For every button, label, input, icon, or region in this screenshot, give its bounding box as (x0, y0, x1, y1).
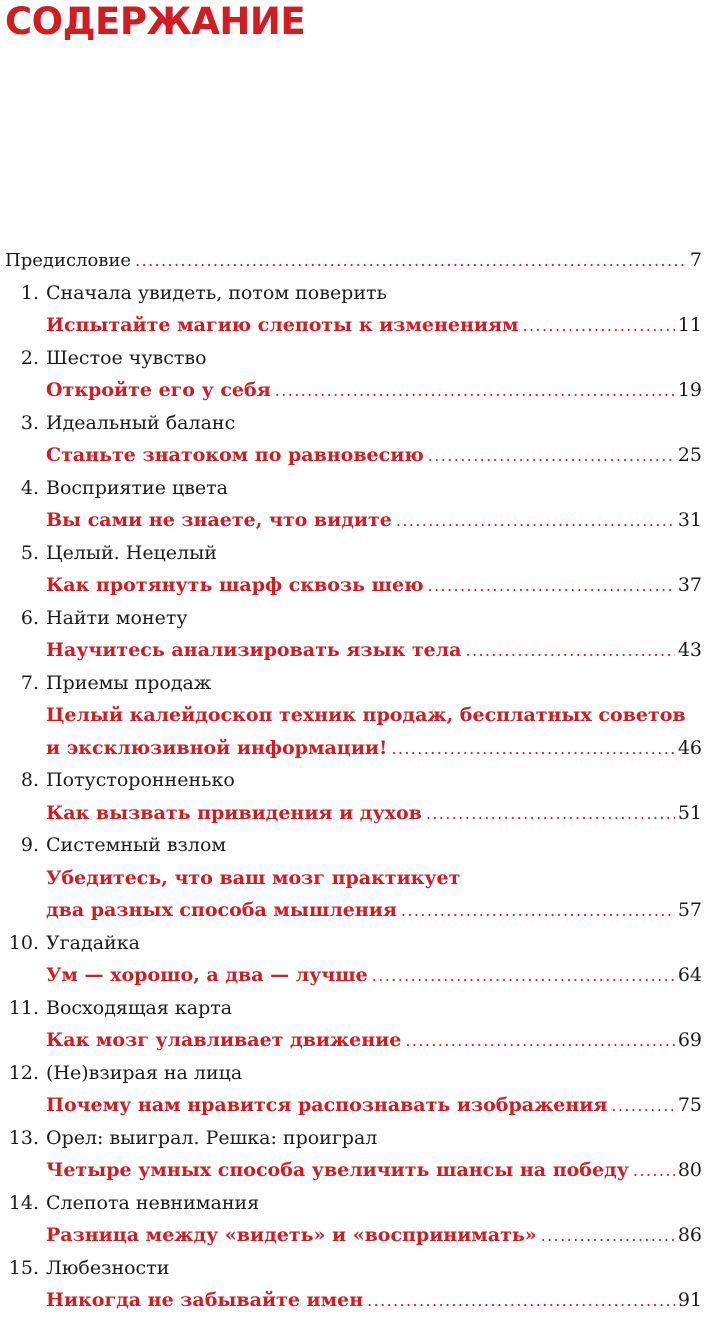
subtitle-text: Испытайте магию слепоты к изменениям (46, 314, 519, 336)
chapter-title: Шестое чувство (46, 346, 207, 369)
subtitle-text: два разных способа мышления (46, 899, 397, 921)
chapter-subtitle[interactable] (46, 1284, 702, 1318)
chapter-heading-line (0, 927, 705, 960)
chapter-subtitle[interactable] (46, 1024, 702, 1058)
chapter-entry[interactable] (0, 927, 705, 992)
chapter-entry[interactable] (0, 829, 705, 927)
leader-dots (401, 895, 675, 928)
chapter-subtitle-line (0, 699, 705, 732)
page-number: 19 (677, 379, 702, 401)
chapter-title: Орел: выиграл. Решка: проиграл (46, 1126, 378, 1149)
chapter-subtitle-line (0, 439, 705, 472)
page-number: 86 (677, 1224, 702, 1246)
subtitle-text: Четыре умных способа увеличить шансы на победу (46, 1159, 629, 1181)
chapter-heading-line (0, 602, 705, 635)
page-number: 46 (677, 736, 702, 759)
chapter-subtitle[interactable] (46, 959, 702, 993)
chapter-subtitle[interactable] (46, 1089, 702, 1123)
subtitle-text: Вы сами не знаете, что видите (46, 509, 392, 531)
chapter-heading-line (0, 992, 705, 1025)
chapter-subtitle[interactable] (46, 309, 702, 343)
chapter-number: 8. (20, 769, 39, 791)
chapter-subtitle[interactable] (46, 797, 702, 831)
chapter-entry[interactable] (0, 764, 705, 829)
subtitle-text: Как вызвать привидения и духов (46, 801, 422, 824)
chapter-title: Сначала увидеть, потом поверить (46, 281, 387, 304)
chapter-subtitle-line (0, 732, 705, 765)
chapter-heading-line (0, 829, 705, 862)
chapter-number: 13. (8, 1126, 39, 1149)
chapter-subtitle-line (0, 309, 705, 342)
chapter-entry[interactable] (0, 537, 705, 602)
leader-dots (426, 798, 675, 831)
leader-dots (428, 570, 675, 603)
page-number: 37 (677, 574, 702, 596)
chapter-number: 9. (20, 834, 39, 856)
subtitle-text: Почему нам нравится распознавать изображения (46, 1094, 608, 1116)
leader-dots (428, 440, 675, 473)
page-title: СОДЕРЖАНИЕ (5, 0, 306, 43)
chapter-entry[interactable] (0, 277, 705, 342)
subtitle-text: Никогда не забывайте имен (46, 1289, 364, 1311)
chapter-entry[interactable] (0, 1057, 705, 1122)
leader-dots (611, 1090, 674, 1123)
chapter-number: 4. (20, 476, 39, 499)
chapter-heading-line (0, 342, 705, 375)
chapter-number: 2. (20, 346, 39, 369)
chapter-heading-line (0, 277, 705, 310)
leader-dots (633, 1155, 675, 1188)
subtitle-text: и эксклюзивной информации! (46, 736, 388, 759)
leader-dots (367, 1285, 675, 1318)
chapter-subtitle-line (0, 1024, 705, 1057)
subtitle-text: Как протянуть шарф сквозь шею (46, 574, 424, 596)
page-number: 69 (677, 1029, 702, 1051)
chapter-number: 5. (20, 541, 39, 564)
page-number: 51 (677, 801, 702, 824)
chapter-title: (Не)взирая на лица (46, 1061, 243, 1084)
leader-dots (523, 310, 675, 343)
chapter-number: 1. (20, 281, 39, 304)
chapter-number: 3. (20, 411, 39, 434)
leader-dots (405, 1025, 674, 1058)
page-number: 64 (677, 964, 702, 986)
chapter-heading-line (0, 667, 705, 700)
subtitle-text: Ум — хорошо, а два — лучше (46, 964, 368, 986)
chapter-subtitle[interactable] (46, 732, 702, 766)
chapter-subtitle-line (0, 959, 705, 992)
chapter-subtitle[interactable] (46, 862, 702, 895)
chapter-subtitle[interactable] (46, 439, 702, 473)
leader-dots (135, 245, 687, 278)
chapter-subtitle-line (0, 569, 705, 602)
subtitle-text: Откройте его у себя (46, 379, 271, 401)
chapter-entry[interactable] (0, 1122, 705, 1187)
page-number: 25 (677, 444, 702, 466)
chapter-number: 10. (8, 931, 39, 954)
chapter-subtitle-line (0, 862, 705, 895)
chapter-title: Восходящая карта (46, 996, 233, 1019)
leader-dots (391, 733, 674, 766)
chapter-subtitle[interactable] (46, 634, 702, 668)
chapter-number: 12. (8, 1061, 39, 1084)
leader-dots (372, 960, 675, 993)
leader-dots (541, 1220, 675, 1253)
subtitle-text: Разница между «видеть» и «воспринимать» (46, 1224, 537, 1246)
chapter-subtitle[interactable] (46, 1219, 702, 1253)
chapter-subtitle-line (0, 1089, 705, 1122)
page-number: 57 (677, 899, 702, 921)
chapter-heading-line (0, 1057, 705, 1090)
chapter-title: Целый. Нецелый (46, 541, 217, 564)
page-number: 11 (677, 314, 702, 336)
chapter-heading-line (0, 472, 705, 505)
chapter-subtitle-line (0, 374, 705, 407)
chapter-subtitle[interactable] (46, 569, 702, 603)
chapter-title: Приемы продаж (46, 671, 212, 694)
chapter-number: 6. (20, 606, 39, 629)
chapter-subtitle-line (0, 504, 705, 537)
chapter-subtitle[interactable] (46, 374, 702, 408)
chapter-subtitle[interactable] (46, 699, 702, 732)
subtitle-text: Как мозг улавливает движение (46, 1029, 402, 1051)
preface-entry[interactable] (0, 244, 705, 277)
leader-dots (465, 635, 674, 668)
page-number: 80 (677, 1159, 702, 1181)
page-number: 91 (677, 1289, 702, 1311)
chapter-heading-line (0, 1252, 705, 1285)
chapter-heading-line (0, 537, 705, 570)
preface-label: Предисловие (5, 250, 132, 271)
chapter-heading-line (0, 1122, 705, 1155)
subtitle-text: Убедитесь, что ваш мозг практикует (46, 866, 461, 889)
chapter-entry[interactable] (0, 472, 705, 537)
chapter-heading-line (0, 1187, 705, 1220)
page-number: 75 (677, 1094, 702, 1116)
chapter-subtitle-line (0, 1219, 705, 1252)
chapter-heading-line (0, 764, 705, 797)
chapter-title: Найти монету (46, 606, 188, 629)
subtitle-text: Станьте знатоком по равновесию (46, 444, 424, 466)
chapter-title: Потусторонненько (46, 769, 235, 791)
chapter-entry[interactable] (0, 1187, 705, 1252)
chapter-subtitle-line (0, 1284, 705, 1317)
page-number: 7 (689, 249, 702, 271)
chapter-subtitle[interactable] (46, 894, 702, 928)
chapter-entry[interactable] (0, 1252, 705, 1317)
chapter-title: Восприятие цвета (46, 476, 228, 499)
leader-dots (396, 505, 675, 538)
chapter-number: 7. (20, 671, 39, 694)
chapter-number: 15. (8, 1256, 39, 1279)
chapter-title: Системный взлом (46, 834, 227, 856)
subtitle-text: Целый калейдоскоп техник продаж, бесплатных советов (46, 704, 686, 726)
chapter-title: Угадайка (46, 931, 140, 954)
chapter-entry[interactable] (0, 992, 705, 1057)
chapter-heading-line (0, 407, 705, 440)
chapter-number: 11. (8, 996, 39, 1019)
subtitle-text: Научитесь анализировать язык тела (46, 639, 462, 661)
chapter-title: Идеальный баланс (46, 411, 236, 434)
chapter-subtitle[interactable] (46, 1154, 702, 1188)
chapter-title: Слепота невнимания (46, 1191, 260, 1214)
chapter-entry[interactable] (0, 667, 705, 765)
page-number: 31 (677, 509, 702, 531)
chapter-entry[interactable] (0, 407, 705, 472)
chapter-subtitle-line (0, 1154, 705, 1187)
chapter-title: Любезности (46, 1256, 170, 1279)
chapter-number: 14. (8, 1191, 39, 1214)
chapter-entry[interactable] (0, 602, 705, 667)
leader-dots (275, 375, 675, 408)
chapter-subtitle-line (0, 797, 705, 830)
chapter-subtitle-line (0, 894, 705, 927)
page-number: 43 (677, 639, 702, 661)
table-of-contents (0, 244, 705, 1317)
chapter-subtitle[interactable] (46, 504, 702, 538)
chapter-entry[interactable] (0, 342, 705, 407)
chapter-subtitle-line (0, 634, 705, 667)
